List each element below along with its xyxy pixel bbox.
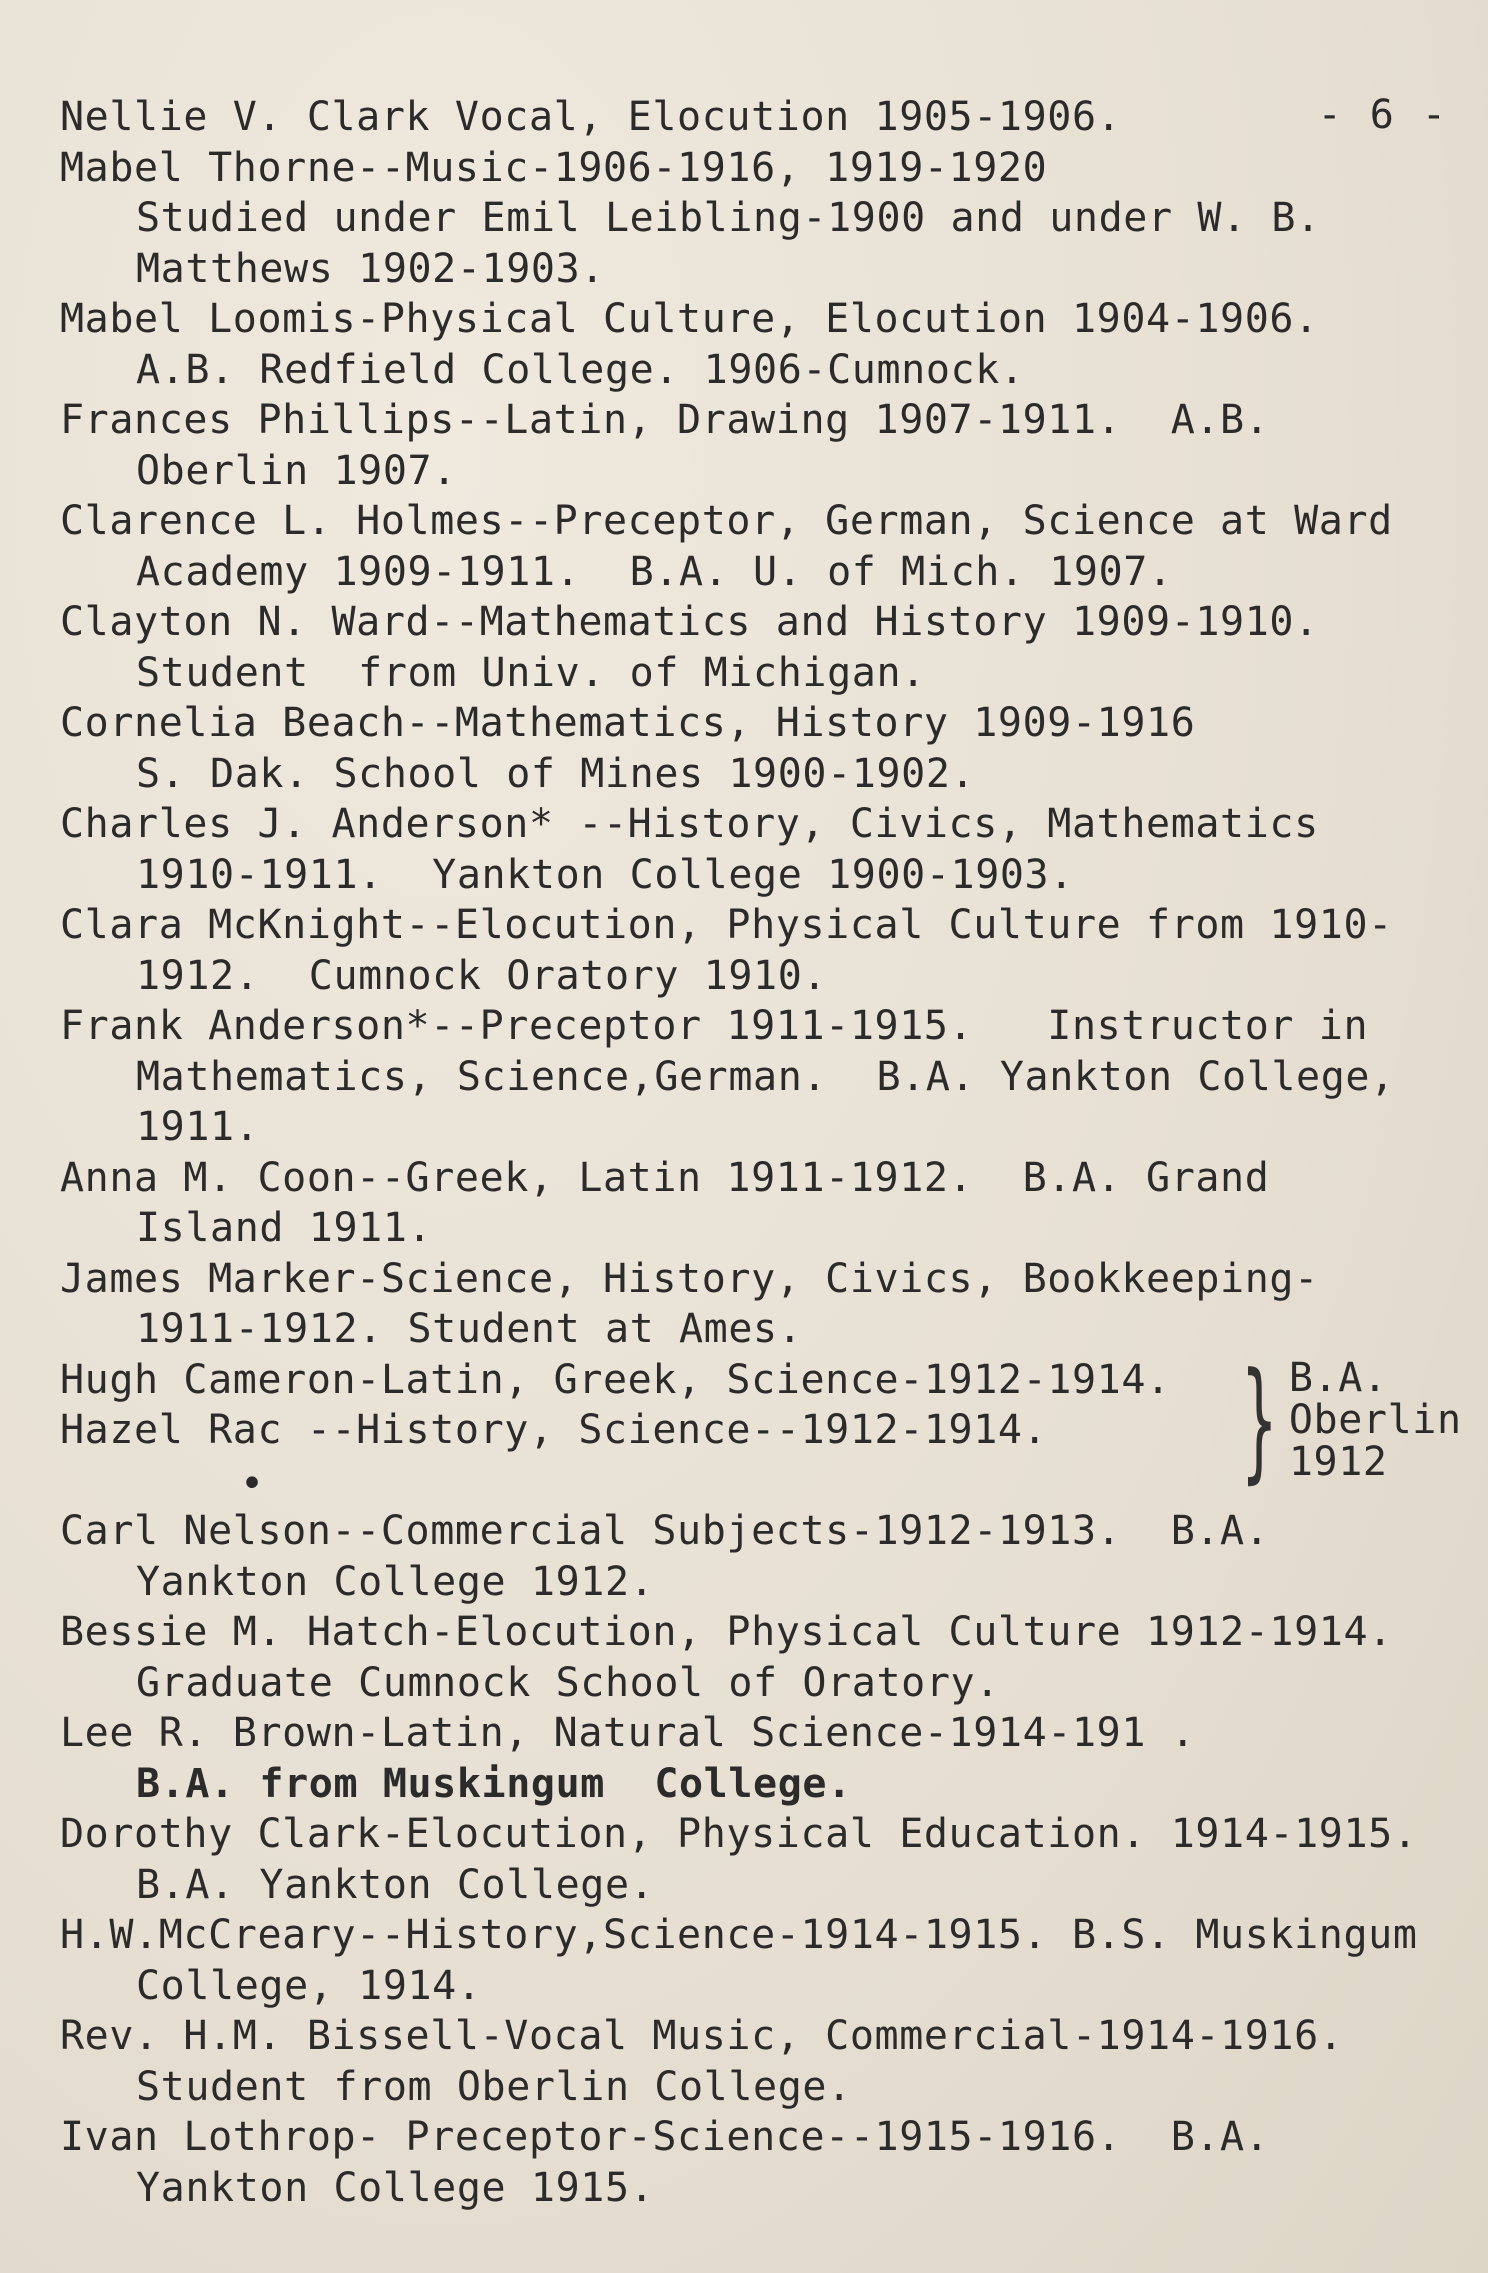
entry-line: B.A. from Muskingum College. <box>136 1760 852 1807</box>
entry-line: Matthews 1902-1903. <box>136 245 605 292</box>
bracket-note-line: 1912 <box>1288 1438 1388 1485</box>
list-item <box>60 2011 1440 2112</box>
entry-line: A.B. Redfield College. 1906-Cumnock. <box>136 346 1025 393</box>
list-item <box>60 1153 1440 1254</box>
entry-line: S. Dak. School of Mines 1900-1902. <box>136 750 976 797</box>
entry-line: Anna M. Coon--Greek, Latin 1911-1912. B.A. Grand <box>60 1154 1270 1201</box>
list-item <box>60 1809 1440 1910</box>
entry-line: Academy 1909-1911. B.A. U. of Mich. 1907. <box>136 548 1173 595</box>
list-item <box>60 294 1440 395</box>
entry-line: Clayton N. Ward--Mathematics and History 1909-1910. <box>60 599 1319 645</box>
entry-line: Bessie M. Hatch-Elocution, Physical Culture 1912-1914. <box>60 1609 1393 1655</box>
list-item <box>60 1001 1440 1153</box>
entry-line: Clara McKnight--Elocution, Physical Culture from 1910- <box>60 902 1393 948</box>
list-item <box>60 799 1440 900</box>
brace-icon: } <box>1241 1343 1278 1496</box>
page-number: - 6 - <box>1317 92 1448 138</box>
faculty-list <box>60 92 1462 2213</box>
entry-line: College, 1914. <box>136 1962 482 2009</box>
list-item <box>60 143 1440 295</box>
bracketed-entries <box>60 1343 1462 1507</box>
entry-line: B.A. Yankton College. <box>136 1861 655 1908</box>
bracket-note-line: B.A. <box>1288 1354 1388 1401</box>
entry-line: Rev. H.M. Bissell-Vocal Music, Commercial-1914-1916. <box>60 2013 1344 2059</box>
entry-line: H.W.McCreary--History,Science-1914-1915. B.S. Muskingum <box>60 1912 1418 1958</box>
entry-line: Student from Univ. of Michigan. <box>136 649 926 696</box>
entry-line: Frank Anderson*--Preceptor 1911-1915. Instructor in <box>60 1003 1369 1049</box>
list-item <box>60 1607 1440 1708</box>
list-item <box>60 1910 1440 2011</box>
list-item <box>60 2112 1440 2213</box>
entry-line: Cornelia Beach--Mathematics, History 1909-1916 <box>60 700 1196 746</box>
entry-line: Mathematics, Science,German. B.A. Yankton College, <box>136 1053 1395 1100</box>
ink-dot: • <box>240 1460 265 1507</box>
bracket-note-line: Oberlin <box>1288 1396 1462 1443</box>
entry-line: Ivan Lothrop- Preceptor-Science--1915-1916. B.A. <box>60 2114 1270 2160</box>
entry-line: Studied under Emil Leibling-1900 and under W. B. <box>136 195 1321 241</box>
entry-line: 1911. <box>136 1104 260 1150</box>
entry-line: 1912. Cumnock Oratory 1910. <box>136 952 828 999</box>
entry-line: James Marker-Science, History, Civics, Bookkeeping- <box>60 1255 1319 1302</box>
entry-line: Yankton College 1912. <box>136 1558 655 1605</box>
entry-line: Yankton College 1915. <box>136 2164 655 2211</box>
entry-line: Mabel Thorne--Music-1906-1916, 1919-1920 <box>60 144 1048 191</box>
entry-line: Oberlin 1907. <box>136 447 457 494</box>
entry-line: Hugh Cameron-Latin, Greek, Science-1912-1914. <box>60 1356 1171 1403</box>
entry-line: Clarence L. Holmes--Preceptor, German, Science at Ward <box>60 498 1393 544</box>
entry-line: Graduate Cumnock School of Oratory. <box>136 1659 1000 1706</box>
entry-line: Student from Oberlin College. <box>136 2063 852 2110</box>
entry-line: Island 1911. <box>136 1205 433 1251</box>
entry-line: Lee R. Brown-Latin, Natural Science-1914-191 . <box>60 1710 1196 1756</box>
entry-line: Mabel Loomis-Physical Culture, Elocution 1904-1906. <box>60 296 1319 342</box>
entry-line: Dorothy Clark-Elocution, Physical Education. 1914-1915. <box>60 1811 1418 1857</box>
bracket-note <box>1220 1343 1462 1496</box>
entry-line: Hazel Rac --History, Science--1912-1914. <box>60 1407 1048 1453</box>
list-item <box>60 900 1440 1001</box>
list-item <box>60 1708 1440 1809</box>
list-item <box>60 1506 1440 1607</box>
list-item <box>60 597 1440 698</box>
list-item <box>60 395 1440 496</box>
entry-line: Charles J. Anderson* --History, Civics, Mathematics <box>60 801 1319 847</box>
list-item <box>60 698 1440 799</box>
entry-line: 1911-1912. Student at Ames. <box>136 1306 803 1352</box>
entry-line: Carl Nelson--Commercial Subjects-1912-1913. B.A. <box>60 1508 1270 1554</box>
entry-line: Frances Phillips--Latin, Drawing 1907-1911. A.B. <box>60 397 1270 443</box>
entry-line: Nellie V. Clark Vocal, Elocution 1905-1906. <box>60 94 1122 140</box>
entry-line: 1910-1911. Yankton College 1900-1903. <box>136 851 1074 898</box>
list-item <box>60 1254 1440 1355</box>
list-item <box>60 496 1440 597</box>
list-item <box>60 92 1440 143</box>
